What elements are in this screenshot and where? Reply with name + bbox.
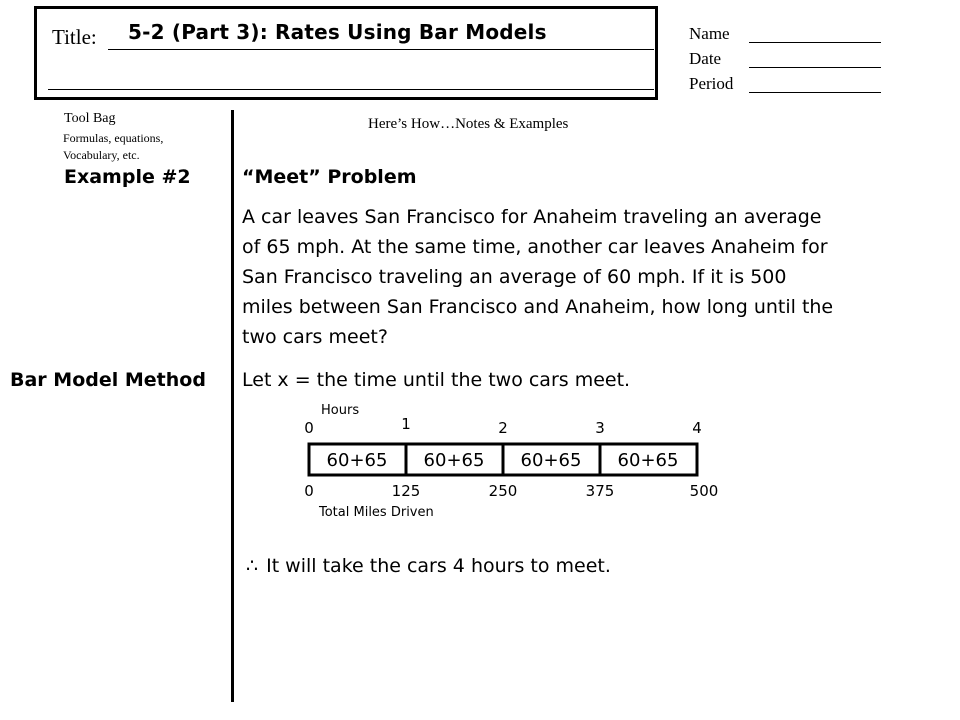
- title-underline-1: [108, 49, 654, 50]
- bar-model: [290, 395, 740, 525]
- tool-bag-heading: Tool Bag: [64, 111, 116, 126]
- title-underline-2: [48, 89, 654, 90]
- notes-heading: Here’s How…Notes & Examples: [368, 116, 569, 132]
- problem-line: two cars meet?: [242, 326, 388, 348]
- miles-tick: 0: [304, 482, 314, 500]
- hours-tick: 0: [304, 419, 314, 437]
- tool-bag-subheading: Formulas, equations,: [63, 131, 164, 145]
- page-title: 5-2 (Part 3): Rates Using Bar Models: [128, 20, 547, 44]
- miles-axis-label: Total Miles Driven: [319, 505, 434, 520]
- problem-line: San Francisco traveling an average of 60 mph. If it is 500: [242, 266, 787, 288]
- period-line: [749, 92, 881, 93]
- therefore-icon: ∴: [246, 555, 259, 577]
- hours-tick: 2: [498, 419, 508, 437]
- tool-bag-subheading: Vocabulary, etc.: [63, 148, 140, 162]
- hours-tick: 4: [692, 419, 702, 437]
- date-label: Date: [689, 49, 722, 68]
- method-label: Bar Model Method: [10, 369, 206, 391]
- conclusion: [246, 555, 611, 577]
- column-divider: [231, 110, 234, 702]
- example-label: Example #2: [64, 166, 191, 188]
- problem-title: “Meet” Problem: [242, 166, 417, 188]
- hours-tick: 1: [401, 415, 411, 433]
- miles-tick: 500: [689, 482, 719, 500]
- problem-text: [242, 202, 942, 352]
- title-label: Title:: [52, 25, 97, 49]
- name-line: [749, 42, 881, 43]
- miles-tick: 250: [488, 482, 518, 500]
- bar-segment-label: 60+65: [520, 450, 582, 471]
- hours-tick: 3: [595, 419, 605, 437]
- hours-axis-label: Hours: [321, 403, 360, 418]
- problem-line: miles between San Francisco and Anaheim, how long until the: [242, 296, 834, 318]
- problem-line: A car leaves San Francisco for Anaheim traveling an average: [242, 206, 822, 228]
- date-line: [749, 67, 881, 68]
- miles-tick: 375: [585, 482, 615, 500]
- miles-tick: 125: [391, 482, 421, 500]
- name-label: Name: [689, 24, 730, 43]
- problem-line: of 65 mph. At the same time, another car leaves Anaheim for: [242, 236, 828, 258]
- period-label: Period: [689, 74, 734, 93]
- bar-segment-label: 60+65: [617, 450, 679, 471]
- bar-segment-label: 60+65: [326, 450, 388, 471]
- let-statement: Let x = the time until the two cars meet.: [242, 369, 631, 391]
- conclusion-text: It will take the cars 4 hours to meet.: [266, 555, 611, 577]
- bar-segment-label: 60+65: [423, 450, 485, 471]
